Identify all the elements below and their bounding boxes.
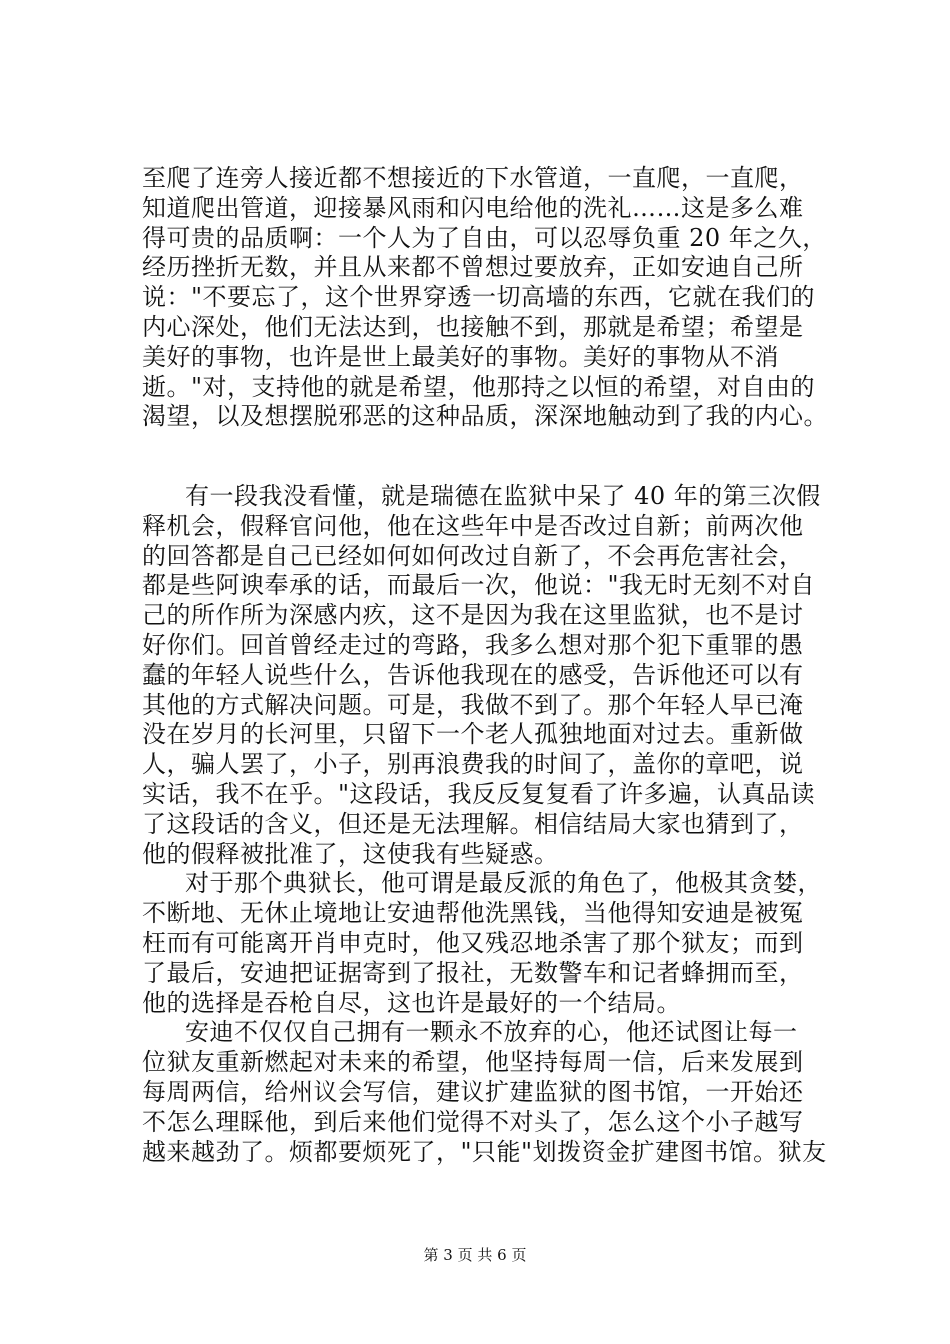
page-number: 第 3 页 共 6 页 xyxy=(423,1246,527,1264)
text-line: 不断地、无休止境地让安迪帮他洗黑钱，当他得知安迪是被冤 xyxy=(142,899,804,928)
text-line: 至爬了连旁人接近都不想接近的下水管道，一直爬，一直爬， xyxy=(142,164,804,192)
paragraph-2 xyxy=(142,482,832,869)
text-line: 释机会，假释官问他，他在这些年中是否改过自新；前两次他 xyxy=(142,511,804,540)
text-line: 他的选择是吞枪自尽，这也许是最好的一个结局。 xyxy=(142,988,681,1017)
text-line: 美好的事物，也许是世上最美好的事物。美好的事物从不消 xyxy=(142,342,779,371)
text-line: 己的所作所为深感内疚，这不是因为我在这里监狱，也不是讨 xyxy=(142,601,804,630)
text-line: 说："不要忘了，这个世界穿透一切高墙的东西，它就在我们的 xyxy=(142,283,816,312)
text-line: 的回答都是自己已经如何如何改过自新了，不会再危害社会， xyxy=(142,541,804,570)
body-text xyxy=(142,482,832,1167)
text-line: 都是些阿谀奉承的话，而最后一次，他说："我无时无刻不对自 xyxy=(142,571,816,600)
text-line: 蠢的年轻人说些什么，告诉他我现在的感受，告诉他还可以有 xyxy=(142,660,804,689)
text-line: 每周两信，给州议会写信，建议扩建监狱的图书馆，一开始还 xyxy=(142,1077,804,1106)
text-line: 对于那个典狱长，他可谓是最反派的角色了，他极其贪婪， xyxy=(185,869,822,898)
text-line: 内心深处，他们无法达到，也接触不到，那就是希望；希望是 xyxy=(142,312,804,341)
text-line: 好你们。回首曾经走过的弯路，我多么想对那个犯下重罪的愚 xyxy=(142,630,804,659)
text-line: 枉而有可能离开肖申克时，他又残忍地杀害了那个狱友；而到 xyxy=(142,928,804,957)
text-line: 安迪不仅仅自己拥有一颗永不放弃的心，他还试图让每一 xyxy=(185,1018,798,1047)
text-line: 了最后，安迪把证据寄到了报社，无数警车和记者蜂拥而至， xyxy=(142,958,804,987)
text-line: 了这段话的含义，但还是无法理解。相信结局大家也猜到了， xyxy=(142,809,804,838)
text-line: 他的假释被批准了，这使我有些疑惑。 xyxy=(142,839,559,868)
text-line: 位狱友重新燃起对未来的希望，他坚持每周一信，后来发展到 xyxy=(142,1048,804,1077)
text-line: 有一段我没看懂，就是瑞德在监狱中呆了 40 年的第三次假 xyxy=(185,482,821,510)
paragraph-4 xyxy=(142,1018,832,1167)
paragraph-3 xyxy=(142,869,832,1018)
text-line: 越来越劲了。烦都要烦死了，"只能"划拨资金扩建图书馆。狱友 xyxy=(142,1137,827,1166)
text-line: 人，骗人罢了，小子，别再浪费我的时间了，盖你的章吧，说 xyxy=(142,750,804,779)
text-line: 不怎么理睬他，到后来他们觉得不对头了，怎么这个小子越写 xyxy=(142,1107,804,1136)
text-line: 逝。"对，支持他的就是希望，他那持之以恒的希望，对自由的 xyxy=(142,372,816,401)
paragraph-1 xyxy=(142,164,832,432)
text-line: 得可贵的品质啊：一个人为了自由，可以忍辱负重 20 年之久， xyxy=(142,223,827,252)
text-line: 经历挫折无数，并且从来都不曾想过要放弃，正如安迪自己所 xyxy=(142,253,804,282)
text-line: 其他的方式解决问题。可是，我做不到了。那个年轻人早已淹 xyxy=(142,690,804,719)
text-line: 知道爬出管道，迎接暴风雨和闪电给他的洗礼……这是多么难 xyxy=(142,193,804,222)
text-line: 实话，我不在乎。"这段话，我反反复复看了许多遍，认真品读 xyxy=(142,779,816,808)
text-line: 渴望，以及想摆脱邪恶的这种品质，深深地触动到了我的内心。 xyxy=(142,402,828,431)
text-line: 没在岁月的长河里，只留下一个老人孤独地面对过去。重新做 xyxy=(142,720,804,749)
